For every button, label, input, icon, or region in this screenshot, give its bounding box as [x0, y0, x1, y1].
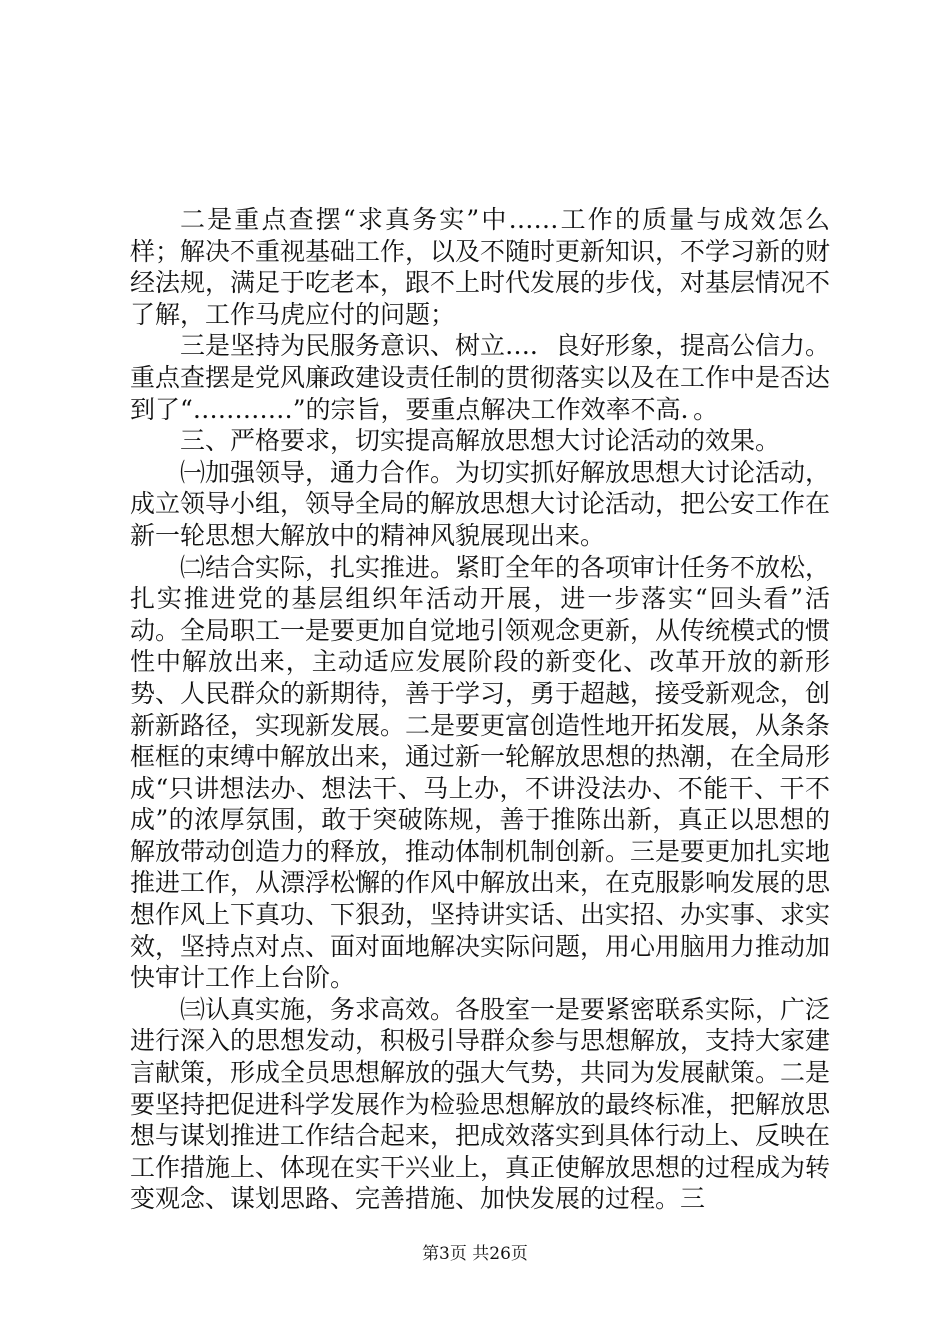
page-footer: 第3页 共26页 — [422, 1244, 528, 1264]
section-heading: 三、严格要求，切实提高解放思想大讨论活动的效果。 — [180, 426, 781, 456]
paragraph-4: ㈡结合实际，扎实推进。紧盯全年的各项审计任务不放松，扎实推进党的基层组织年活动开展，进一步落实“回头看”活动。全局职工一是要更加自觉地引领观念更新，从传统模式的惯性中解放出来，主动适应发展阶段的新变化、改革开放的新形势、人民群众的新期待，善于学习，勇于超越，接受新观念，创新新路径，实现新发展。二是要更富创造性地开拓发展，从条条框框的束缚中解放出来，通过新一轮解放思想的热潮，在全局形成“只讲想法办、想法干、马上办，不讲没法办、不能干、干不成”的浓厚氛围，敢于突破陈规，善于推陈出新，真正以思想的解放带动创造力的释放，推动体制机制创新。三是要更加扎实地推进工作，从漂浮松懈的作风中解放出来，在克服影响发展的思想作风上下真功、下狠劲，坚持讲实话、出实招、办实事、求实效，坚持点对点、面对面地解决实际问题，用心用脑用力推动加快审计工作上台阶。 — [130, 552, 831, 993]
paragraph-1: 二是重点查摆“求真务实”中……工作的质量与成效怎么样；解决不重视基础工作，以及不随时更新知识，不学习新的财经法规，满足于吃老本，跟不上时代发展的步伐，对基层情况不了解，工作马虎应付的问题； — [130, 205, 831, 329]
paragraph-5: ㈢认真实施，务求高效。各股室一是要紧密联系实际，广泛进行深入的思想发动，积极引导群众参与思想解放，支持大家建言献策，形成全员思想解放的强大气势，共同为发展献策。二是要坚持把促进科学发展作为检验思想解放的最终标准，把解放思想与谋划推进工作结合起来，把成效落实到具体行动上、反映在工作措施上、体现在实干兴业上，真正使解放思想的过程成为转变观念、谋划思路、完善措施、加快发展的过程。三 — [130, 994, 831, 1214]
paragraph-3: ㈠加强领导，通力合作。为切实抓好解放思想大讨论活动，成立领导小组，领导全局的解放思想大讨论活动，把公安工作在新一轮思想大解放中的精神风貌展现出来。 — [130, 457, 831, 550]
paragraph-2: 三是坚持为民服务意识、树立…．良好形象，提高公信力。重点查摆是党风廉政建设责任制的贯彻落实以及在工作中是否达到了“…………”的宗旨，要重点解决工作效率不高．。 — [130, 331, 831, 424]
document-body — [130, 204, 830, 1215]
